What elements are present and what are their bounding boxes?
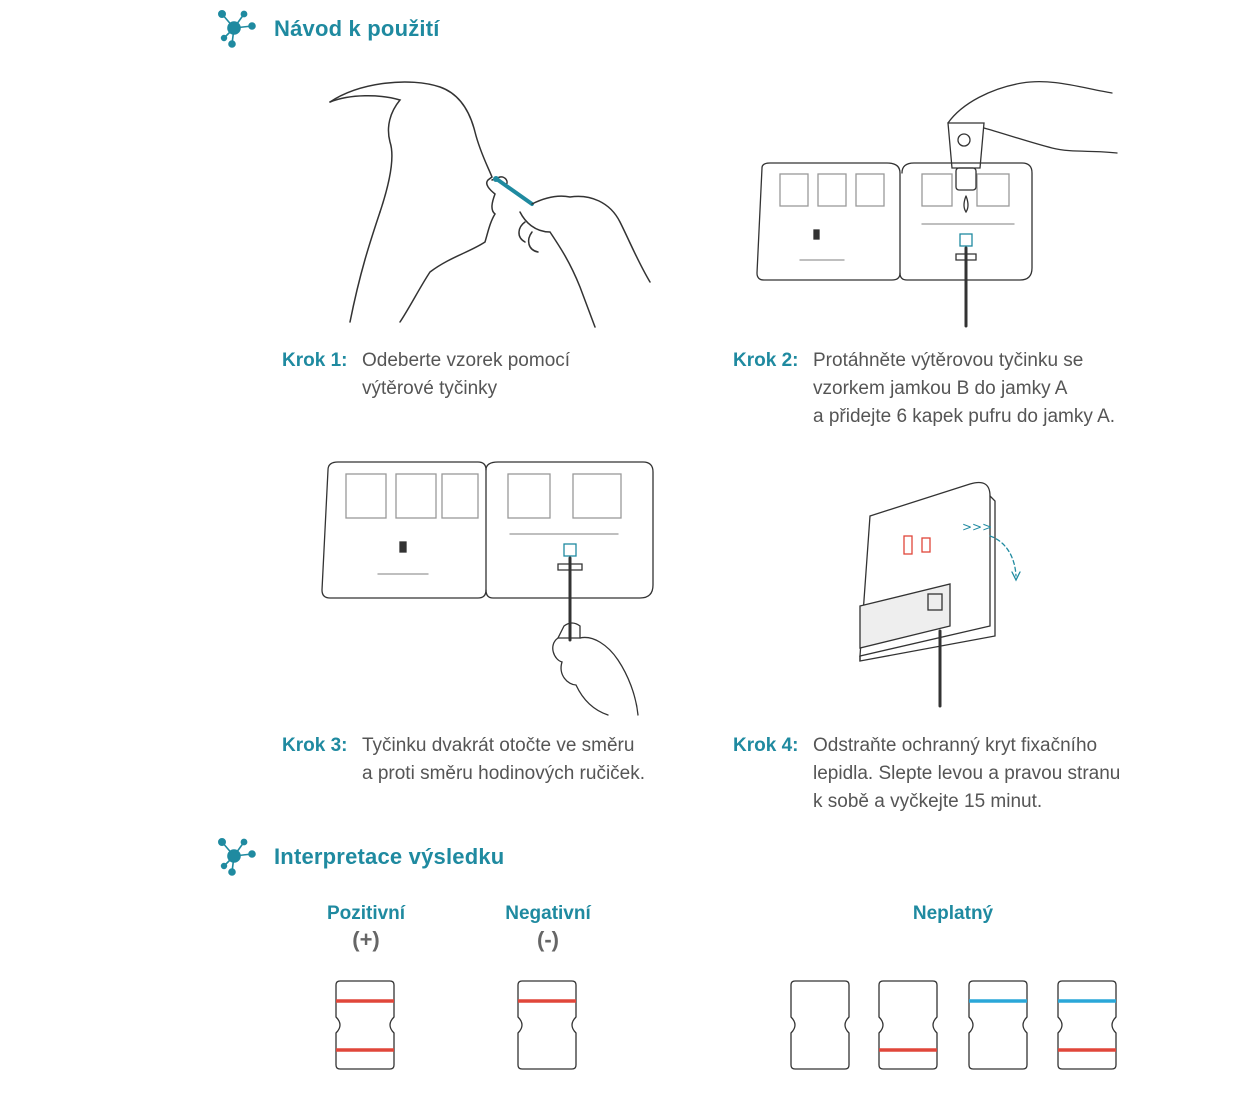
step2-illustration [752, 68, 1132, 338]
step-2 [733, 347, 1115, 431]
strip-invalid-1 [789, 979, 851, 1071]
strip-invalid-4 [1056, 979, 1118, 1071]
step-1-text [362, 347, 570, 403]
step-4-line: lepidla. Slepte levou a pravou stranu [813, 763, 1121, 784]
step1-illustration [320, 72, 660, 332]
svg-text:>>>: >>> [962, 520, 993, 534]
step-2-label: Krok 2: [733, 350, 799, 371]
results-title: Interpretace výsledku [274, 844, 505, 869]
step-1 [282, 347, 570, 403]
molecule-icon [216, 8, 260, 50]
step-1-line: výtěrové tyčinky [362, 378, 498, 399]
step3-illustration [318, 460, 663, 720]
step-4-text [813, 732, 1120, 816]
step-3-text [362, 732, 645, 788]
result-positive-label [327, 901, 405, 953]
step-3-label: Krok 3: [282, 735, 348, 756]
step-4 [733, 732, 1120, 816]
result-negative-label [505, 901, 591, 953]
strip-negative [516, 979, 578, 1071]
step-2-text [813, 347, 1115, 431]
step-3-line: Tyčinku dvakrát otočte ve směru [362, 735, 635, 756]
strip-positive [334, 979, 396, 1071]
instructions-header [216, 8, 440, 50]
step-4-line: Odstraňte ochranný kryt fixačního [813, 735, 1098, 756]
strip-invalid-3 [967, 979, 1029, 1071]
invalid-label-text: Neplatný [912, 903, 994, 924]
step-3 [282, 732, 645, 788]
molecule-icon [216, 836, 260, 878]
step-3-line: a proti směru hodinových ručiček. [362, 763, 646, 784]
step-4-line: k sobě a vyčkejte 15 minut. [813, 791, 1043, 812]
step-2-line: Protáhněte výtěrovou tyčinku se [813, 350, 1084, 371]
step-1-label: Krok 1: [282, 350, 348, 371]
instructions-title: Návod k použití [274, 16, 440, 41]
step-1-line: Odeberte vzorek pomocí [362, 350, 571, 371]
step-2-line: a přidejte 6 kapek pufru do jamky A. [813, 406, 1116, 427]
step4-illustration [840, 476, 1030, 716]
strip-invalid-2 [877, 979, 939, 1071]
results-header [216, 836, 504, 878]
step-2-line: vzorkem jamkou B do jamky A [813, 378, 1068, 399]
positive-symbol: (+) [352, 927, 380, 952]
step-4-label: Krok 4: [733, 735, 799, 756]
negative-symbol: (-) [537, 927, 559, 952]
negative-label-text: Negativní [505, 903, 591, 924]
result-invalid-label [913, 901, 993, 927]
positive-label-text: Pozitivní [326, 903, 406, 924]
